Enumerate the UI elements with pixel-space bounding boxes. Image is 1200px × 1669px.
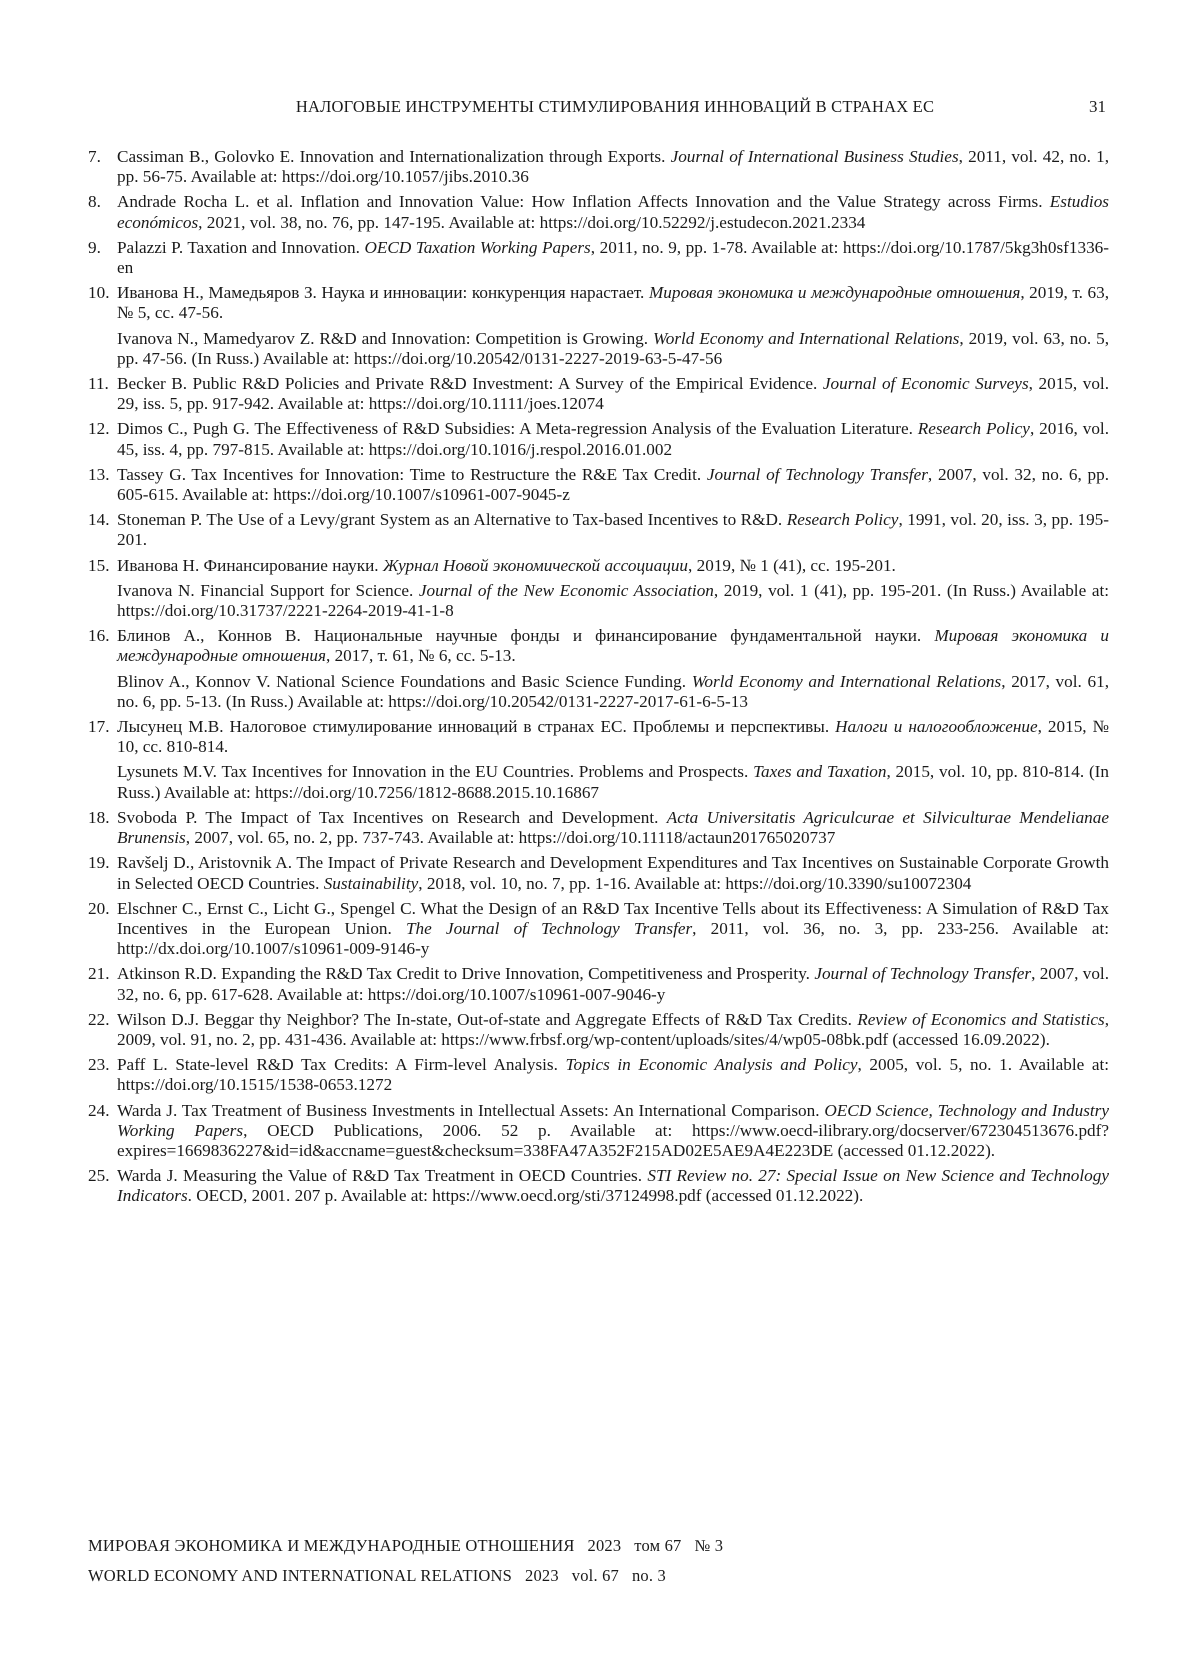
reference-number: 21.	[88, 964, 110, 984]
reference-item	[88, 283, 1109, 369]
reference-segment: , 2019, vol. 63, no. 5, pp. 47-56. (In Russ.) Available at: https://doi.org/10.20542/0131-2227-2019-63-5-47-56	[117, 328, 1110, 368]
reference-number: 12.	[88, 419, 110, 439]
reference-text	[117, 1010, 1109, 1050]
reference-text	[117, 419, 1109, 459]
reference-source-title: Journal of International Business Studies	[670, 147, 959, 166]
reference-segment: Dimos C., Pugh G. The Effectiveness of R&D Subsidies: A Meta-regression Analysis of the Evaluation Literature.	[117, 419, 918, 439]
reference-source-title: World Economy and International Relations	[691, 671, 1002, 691]
reference-segment: , 2017, т. 61, № 6, сс. 5-13.	[325, 646, 516, 666]
reference-text	[117, 556, 1109, 576]
reference-segment: , 2007, vol. 65, no. 2, pp. 737-743. Available at: https://doi.org/10.11118/actaun201765020737	[185, 828, 836, 848]
reference-segment: Blinov A., Konnov V. National Science Foundations and Basic Science Funding.	[117, 671, 692, 691]
reference-source-title: Taxes and Taxation	[753, 762, 887, 782]
reference-source-title: Мировая экономика и международные отношения	[117, 626, 1109, 666]
reference-text	[117, 1055, 1109, 1095]
reference-text	[117, 465, 1109, 505]
reference-segment: . OECD, 2001. 207 p. Available at: https://www.oecd.org/sti/37124998.pdf (accessed 01.12.2022).	[187, 1186, 864, 1206]
reference-number: 23.	[88, 1055, 110, 1075]
running-head	[88, 97, 1120, 117]
reference-item	[88, 626, 1109, 712]
reference-text	[117, 581, 1109, 621]
reference-segment: , 2011, no. 9, pp. 1-78. Available at: https://doi.org/10.1787/5kg3h0sf1336-en	[117, 237, 1109, 278]
reference-item	[88, 238, 1109, 278]
reference-segment: , 2021, vol. 38, no. 76, pp. 147-195. Available at: https://doi.org/10.52292/j.estudecon.2021.2334	[198, 212, 866, 232]
reference-text	[117, 717, 1109, 757]
reference-text	[117, 510, 1109, 550]
reference-list	[88, 147, 1109, 1212]
reference-segment: Ravšelj D., Aristovnik A. The Impact of Private Research and Development Expenditures and Tax Incentives on Sustainable Corporate Growth in Selected OECD Countries.	[117, 853, 1109, 893]
reference-segment: Elschner C., Ernst C., Licht G., Spengel C. What the Design of an R&D Tax Incentive Tells about its Effectiveness: A Simulation of R&D Tax Incentives in the European Union.	[117, 898, 1109, 938]
reference-segment: , 2015, vol. 29, iss. 5, pp. 917-942. Available at: https://doi.org/10.1111/joes.12074	[117, 374, 1109, 414]
reference-item	[88, 374, 1109, 414]
reference-item	[88, 556, 1109, 622]
reference-item	[88, 899, 1109, 960]
reference-text	[117, 853, 1109, 893]
reference-segment: Svoboda P. The Impact of Tax Incentives on Research and Development.	[117, 807, 667, 827]
reference-segment: , 2011, vol. 36, no. 3, pp. 233-256. Available at: http://dx.doi.org/10.1007/s10961-009-9146-y	[117, 918, 1109, 959]
reference-segment: , 2011, vol. 42, no. 1, pp. 56-75. Available at: https://doi.org/10.1057/jibs.2010.36	[117, 147, 1109, 187]
reference-source-title: Journal of Technology Transfer	[814, 964, 1032, 984]
reference-segment: Lysunets M.V. Tax Incentives for Innovation in the EU Countries. Problems and Prospects.	[117, 762, 754, 782]
reference-number: 19.	[88, 853, 110, 873]
reference-segment: Ivanova N., Mamedyarov Z. R&D and Innovation: Competition is Growing.	[117, 328, 653, 348]
reference-number: 10.	[88, 283, 110, 303]
reference-source-title: Sustainability	[323, 873, 419, 893]
reference-segment: Cassiman B., Golovko E. Innovation and Internationalization through Exports.	[117, 147, 671, 166]
reference-item	[88, 853, 1109, 893]
reference-number: 20.	[88, 898, 110, 918]
reference-segment: , 2007, vol. 32, no. 6, pp. 617-628. Available at: https://doi.org/10.1007/s10961-007-9046-y	[117, 964, 1109, 1004]
reference-segment: Warda J. Tax Treatment of Business Investments in Intellectual Assets: An International Comparison.	[117, 1100, 825, 1120]
reference-segment: , 2018, vol. 10, no. 7, pp. 1-16. Available at: https://doi.org/10.3390/su10072304	[418, 873, 972, 893]
reference-segment: Иванова Н., Мамедьяров З. Наука и инновации: конкуренция нарастает.	[117, 283, 649, 303]
reference-number: 17.	[88, 717, 110, 737]
reference-source-title: OECD Taxation Working Papers	[364, 237, 591, 257]
reference-segment: , 1991, vol. 20, iss. 3, pp. 195-201.	[117, 510, 1109, 550]
reference-text	[117, 672, 1109, 712]
reference-text	[117, 192, 1109, 232]
reference-number: 8.	[88, 192, 101, 212]
reference-segment: , 2019, vol. 1 (41), pp. 195-201. (In Russ.) Available at: https://doi.org/10.31737/2221-2264-2019-41-1-8	[117, 580, 1109, 621]
reference-text	[117, 626, 1109, 666]
footer-journal-ru: МИРОВАЯ ЭКОНОМИКА И МЕЖДУНАРОДНЫЕ ОТНОШЕНИЯ 2023 том 67 № 3	[88, 1536, 724, 1555]
reference-segment: Лысунец М.В. Налоговое стимулирование инноваций в странах ЕС. Проблемы и перспективы.	[117, 717, 836, 737]
reference-segment: , 2015, № 10, сс. 810-814.	[117, 717, 1109, 757]
reference-segment: , 2005, vol. 5, no. 1. Available at: https://doi.org/10.1515/1538-0653.1272	[117, 1055, 1110, 1095]
reference-item	[88, 964, 1109, 1004]
reference-segment: Paff L. State-level R&D Tax Credits: A Firm-level Analysis.	[117, 1055, 566, 1075]
reference-segment: Andrade Rocha L. et al. Inflation and Innovation Value: How Inflation Affects Innovation and the Value Strategy across Firms.	[117, 192, 1050, 212]
reference-text	[117, 762, 1109, 802]
reference-source-title: Acta Universitatis Agriculcurae et Silviculturae Mendelianae Brunensis	[117, 807, 1109, 848]
page-number: 31	[1089, 97, 1106, 116]
reference-number: 16.	[88, 626, 110, 646]
reference-item	[88, 1101, 1109, 1162]
reference-source-title: STI Review no. 27: Special Issue on New Science and Technology Indicators	[117, 1166, 1109, 1206]
reference-text	[117, 964, 1109, 1004]
reference-source-title: Journal of Economic Surveys	[822, 374, 1029, 394]
reference-number: 14.	[88, 510, 110, 530]
reference-text	[117, 899, 1109, 960]
reference-segment: Tassey G. Tax Incentives for Innovation: Time to Restructure the R&E Tax Credit.	[117, 464, 707, 484]
reference-number: 9.	[88, 237, 101, 257]
reference-item	[88, 192, 1109, 232]
reference-number: 7.	[88, 147, 101, 166]
footer-journal-en: WORLD ECONOMY AND INTERNATIONAL RELATIONS 2023 vol. 67 no. 3	[88, 1566, 666, 1585]
reference-text	[117, 238, 1109, 278]
reference-segment: , OECD Publications, 2006. 52 p. Available at: https://www.oecd-ilibrary.org/docserver/672304513676.pdf?expires=1669836227&id=id&accname=guest&checksum=338FA47A352F215AD02E5AE9A4E223DE (accessed 01.12.2022).	[117, 1120, 1109, 1160]
reference-source-title: Review of Economics and Statistics	[857, 1009, 1105, 1029]
reference-text	[117, 808, 1109, 848]
reference-number: 22.	[88, 1009, 110, 1029]
reference-segment: Atkinson R.D. Expanding the R&D Tax Credit to Drive Innovation, Competitiveness and Prosperity.	[117, 964, 815, 984]
reference-source-title: Journal of Technology Transfer	[706, 464, 928, 484]
reference-text	[117, 329, 1109, 369]
reference-segment: Wilson D.J. Beggar thy Neighbor? The In-state, Out-of-state and Aggregate Effects of R&D Tax Credits.	[117, 1009, 858, 1029]
reference-source-title: Topics in Economic Analysis and Policy	[565, 1055, 858, 1075]
reference-number: 18.	[88, 807, 110, 827]
reference-segment: , 2009, vol. 91, no. 2, pp. 431-436. Available at: https://www.frbsf.org/wp-content/uploads/sites/4/wp05-08bk.pdf (accessed 16.09.2022).	[117, 1009, 1109, 1049]
reference-number: 13.	[88, 464, 110, 484]
reference-segment: Блинов А., Коннов В. Национальные научные фонды и финансирование фундаментальной науки.	[117, 626, 935, 646]
reference-segment: Ivanova N. Financial Support for Science.	[117, 580, 419, 600]
running-title: НАЛОГОВЫЕ ИНСТРУМЕНТЫ СТИМУЛИРОВАНИЯ ИННОВАЦИЙ В СТРАНАХ ЕС	[295, 97, 935, 116]
reference-source-title: Estudios económicos	[117, 192, 1109, 232]
reference-segment: , 2019, № 1 (41), сс. 195-201.	[688, 555, 896, 575]
reference-text	[117, 1101, 1109, 1162]
reference-segment: Иванова Н. Финансирование науки.	[117, 555, 383, 575]
reference-item	[88, 717, 1109, 803]
reference-segment: Warda J. Measuring the Value of R&D Tax Treatment in OECD Countries.	[117, 1166, 648, 1186]
reference-text	[117, 147, 1109, 187]
reference-item	[88, 465, 1109, 505]
reference-item	[88, 808, 1109, 848]
reference-item	[88, 1010, 1109, 1050]
reference-text	[117, 283, 1109, 323]
reference-segment: Becker B. Public R&D Policies and Private R&D Investment: A Survey of the Empirical Evidence.	[117, 374, 823, 394]
reference-segment: , 2019, т. 63, № 5, сс. 47-56.	[117, 283, 1110, 323]
reference-item	[88, 1055, 1109, 1095]
reference-text	[117, 374, 1109, 414]
reference-segment: , 2007, vol. 32, no. 6, pp. 605-615. Available at: https://doi.org/10.1007/s10961-007-9045-z	[117, 464, 1109, 505]
reference-number: 24.	[88, 1100, 110, 1120]
reference-segment: Stoneman P. The Use of a Levy/grant System as an Alternative to Tax-based Incentives to R&D.	[117, 510, 787, 530]
reference-source-title: Налоги и налогообложение	[835, 717, 1038, 737]
reference-source-title: OECD Science, Technology and Industry Working Papers	[117, 1100, 1109, 1140]
reference-text	[117, 1166, 1109, 1206]
reference-number: 15.	[88, 555, 110, 575]
reference-number: 25.	[88, 1166, 110, 1186]
reference-source-title: The Journal of Technology Transfer	[405, 918, 693, 938]
reference-source-title: Journal of the New Economic Association	[418, 580, 714, 600]
reference-item	[88, 419, 1109, 459]
reference-source-title: Мировая экономика и международные отношения	[648, 283, 1021, 303]
reference-segment: , 2016, vol. 45, iss. 4, pp. 797-815. Available at: https://doi.org/10.1016/j.respol.2016.01.002	[117, 419, 1110, 459]
reference-segment: , 2015, vol. 10, pp. 810-814. (In Russ.) Available at: https://doi.org/10.7256/1812-8688.2015.10.16867	[117, 762, 1109, 802]
reference-source-title: Research Policy	[917, 419, 1030, 439]
reference-item	[88, 1166, 1109, 1206]
reference-item	[88, 510, 1109, 550]
reference-source-title: World Economy and International Relations	[652, 328, 960, 348]
reference-source-title: Research Policy	[786, 510, 899, 530]
reference-number: 11.	[88, 374, 109, 394]
reference-source-title: Журнал Новой экономической ассоциации	[382, 555, 689, 575]
reference-segment: , 2017, vol. 61, no. 6, pp. 5-13. (In Russ.) Available at: https://doi.org/10.20542/0131-2227-2017-61-6-5-13	[117, 671, 1109, 711]
reference-segment: Palazzi P. Taxation and Innovation.	[117, 237, 365, 257]
reference-item	[88, 147, 1109, 187]
